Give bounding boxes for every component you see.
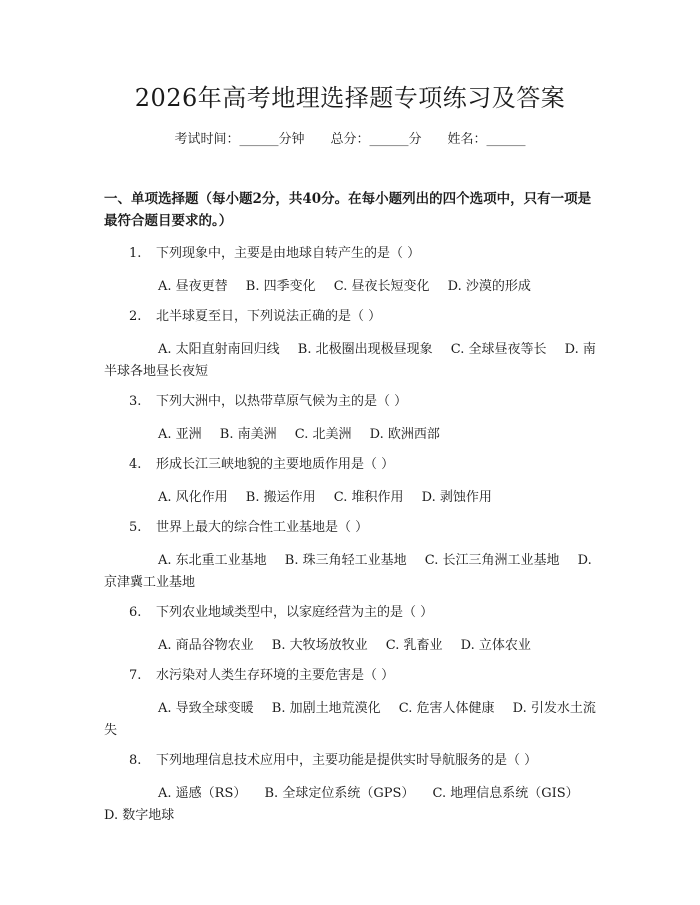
question-number: 5. xyxy=(129,520,142,535)
exam-meta xyxy=(0,130,700,150)
option-d: D. 南半球各地昼长夜短 xyxy=(104,342,596,379)
option-a: A. 昼夜更替 xyxy=(158,279,228,294)
question-3 xyxy=(104,392,599,446)
question-5 xyxy=(104,518,599,594)
question-stem: 世界上最大的综合性工业基地是（ ） xyxy=(156,520,369,535)
section-heading: 一、单项选择题（每小题2分，共40分。在每小题列出的四个选项中，只有一项是最符合题目要求的。） xyxy=(104,191,592,229)
question-stem: 北半球夏至日，下列说法正确的是（ ） xyxy=(156,309,382,324)
page-title: 2026年高考地理选择题专项练习及答案 xyxy=(134,84,566,112)
time-field: 考试时间：______分钟 xyxy=(174,132,305,147)
option-a: A. 商品谷物农业 xyxy=(158,638,254,653)
question-number: 8. xyxy=(129,753,142,768)
option-a: A. 太阳直射南回归线 xyxy=(158,342,280,357)
option-d: D. 引发水土流失 xyxy=(104,701,596,738)
option-c: C. 昼夜长短变化 xyxy=(333,279,430,294)
question-7 xyxy=(104,666,599,742)
option-c: C. 北美洲 xyxy=(294,427,352,442)
question-stem: 形成长江三峡地貌的主要地质作用是（ ） xyxy=(156,457,395,472)
option-c: C. 长江三角洲工业基地 xyxy=(424,553,560,568)
option-c: C. 全球昼夜等长 xyxy=(450,342,547,357)
question-number: 2. xyxy=(129,309,142,324)
option-b: B. 全球定位系统（GPS） xyxy=(264,786,415,801)
question-1 xyxy=(104,244,599,298)
option-b: B. 四季变化 xyxy=(245,279,316,294)
option-d: D. 沙漠的形成 xyxy=(447,279,531,294)
question-stem: 下列现象中，主要是由地球自转产生的是（ ） xyxy=(156,246,421,261)
question-number: 3. xyxy=(129,394,142,409)
option-a: A. 遥感（RS） xyxy=(158,786,247,801)
option-d: D. 立体农业 xyxy=(460,638,531,653)
question-stem: 下列大洲中，以热带草原气候为主的是（ ） xyxy=(156,394,408,409)
name-field: 姓名：______ xyxy=(447,132,526,147)
option-d: D. 欧洲西部 xyxy=(369,427,440,442)
option-a: A. 导致全球变暖 xyxy=(158,701,254,716)
option-c: C. 乳畜业 xyxy=(385,638,443,653)
question-stem: 水污染对人类生存环境的主要危害是（ ） xyxy=(156,668,395,683)
option-c: C. 地理信息系统（GIS） xyxy=(432,786,579,801)
option-d: D. 数字地球 xyxy=(104,808,175,823)
option-d: D. 京津冀工业基地 xyxy=(104,553,592,590)
option-c: C. 堆积作用 xyxy=(333,490,404,505)
option-b: B. 南美洲 xyxy=(219,427,277,442)
option-a: A. 风化作用 xyxy=(158,490,228,505)
question-8 xyxy=(104,751,599,827)
option-a: A. 东北重工业基地 xyxy=(158,553,267,568)
option-b: B. 搬运作用 xyxy=(245,490,316,505)
question-stem: 下列地理信息技术应用中，主要功能是提供实时导航服务的是（ ） xyxy=(156,753,538,768)
option-b: B. 加剧土地荒漠化 xyxy=(271,701,381,716)
question-stem: 下列农业地域类型中，以家庭经营为主的是（ ） xyxy=(156,605,434,620)
question-number: 7. xyxy=(129,668,142,683)
option-d: D. 剥蚀作用 xyxy=(421,490,492,505)
question-4 xyxy=(104,455,599,509)
score-field: 总分：______分 xyxy=(330,132,422,147)
option-b: B. 大牧场放牧业 xyxy=(271,638,368,653)
option-b: B. 北极圈出现极昼现象 xyxy=(297,342,433,357)
option-a: A. 亚洲 xyxy=(158,427,202,442)
question-number: 4. xyxy=(129,457,142,472)
option-c: C. 危害人体健康 xyxy=(398,701,495,716)
option-b: B. 珠三角轻工业基地 xyxy=(284,553,407,568)
question-number: 6. xyxy=(129,605,142,620)
question-number: 1. xyxy=(129,246,142,261)
question-2 xyxy=(104,307,599,383)
question-6 xyxy=(104,603,599,657)
